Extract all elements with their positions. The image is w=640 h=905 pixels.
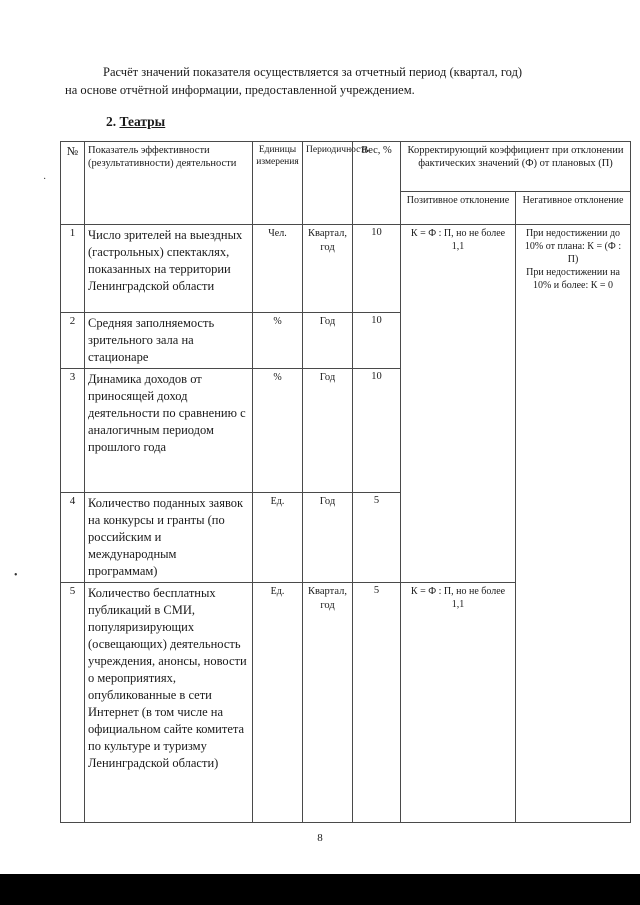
row-unit: %	[253, 313, 303, 369]
row-weight: 10	[353, 313, 401, 369]
positive-formula-cell: К = Ф : П, но не более 1,1	[401, 583, 516, 823]
negative-rule-under-10: При недостижении до 10% от плана: К = (Ф : П)	[524, 228, 622, 265]
negative-rules-cell	[516, 225, 631, 823]
header-positive: Позитивное отклонение	[401, 192, 516, 225]
row-number: 3	[61, 369, 85, 493]
section-number: 2.	[106, 114, 117, 129]
row-unit: %	[253, 369, 303, 493]
header-negative: Негативное отклонение	[516, 192, 631, 225]
section-title: Театры	[119, 114, 166, 129]
header-period: Периодичность	[303, 142, 353, 225]
scan-speck: •	[14, 570, 18, 581]
page-number: 8	[317, 832, 323, 844]
row-indicator: Число зрителей на выездных (гастрольных) спектаклях, показанных на территории Ленинградской области	[85, 225, 253, 313]
row-period: Год	[303, 313, 353, 369]
header-weight: Вес, %	[353, 142, 401, 225]
row-unit: Ед.	[253, 583, 303, 823]
row-number: 1	[61, 225, 85, 313]
row-weight: 5	[353, 493, 401, 583]
row-period: Год	[303, 369, 353, 493]
positive-formula-cell: К = Ф : П, но не более 1,1	[401, 225, 516, 583]
intro-line-2: на основе отчётной информации, предоставленной учреждением.	[65, 83, 415, 97]
intro-paragraph	[65, 63, 625, 99]
row-indicator: Количество бесплатных публикаций в СМИ, популяризирующих (освещающих) деятельность учреждения, анонсы, новости о мероприятиях, опубликованные в сети Интернет (в том числе на официальном сайте комитета по культуре и туризму Ленинградской области)	[85, 583, 253, 823]
row-indicator: Динамика доходов от приносящей доход деятельности по сравнению с аналогичным периодом прошлого года	[85, 369, 253, 493]
indicators-table	[60, 141, 631, 823]
row-number: 4	[61, 493, 85, 583]
row-weight: 10	[353, 225, 401, 313]
negative-rule-10-plus: При недостижении на 10% и более: К = 0	[526, 267, 620, 291]
header-unit: Единицы измерения	[253, 142, 303, 225]
header-indicator: Показатель эффективности (результативности) деятельности	[85, 142, 253, 225]
row-unit: Чел.	[253, 225, 303, 313]
row-weight: 10	[353, 369, 401, 493]
row-period: Квартал, год	[303, 225, 353, 313]
row-period: Год	[303, 493, 353, 583]
row-indicator: Количество поданных заявок на конкурсы и гранты (по российским и международным программам)	[85, 493, 253, 583]
scan-bottom-edge	[0, 874, 640, 905]
row-period: Квартал, год	[303, 583, 353, 823]
section-heading	[106, 114, 165, 130]
row-number: 2	[61, 313, 85, 369]
header-coefficient: Корректирующий коэффициент при отклонении фактических значений (Ф) от плановых (П)	[401, 142, 631, 192]
row-indicator: Средняя заполняемость зрительного зала на стационаре	[85, 313, 253, 369]
header-no: №	[61, 142, 85, 225]
intro-line-1: Расчёт значений показателя осуществляется за отчетный период (квартал, год)	[103, 65, 523, 79]
row-weight: 5	[353, 583, 401, 823]
table-row	[61, 225, 631, 313]
scan-speck: ·	[43, 174, 47, 185]
row-unit: Ед.	[253, 493, 303, 583]
row-number: 5	[61, 583, 85, 823]
table-header-row	[61, 142, 631, 192]
